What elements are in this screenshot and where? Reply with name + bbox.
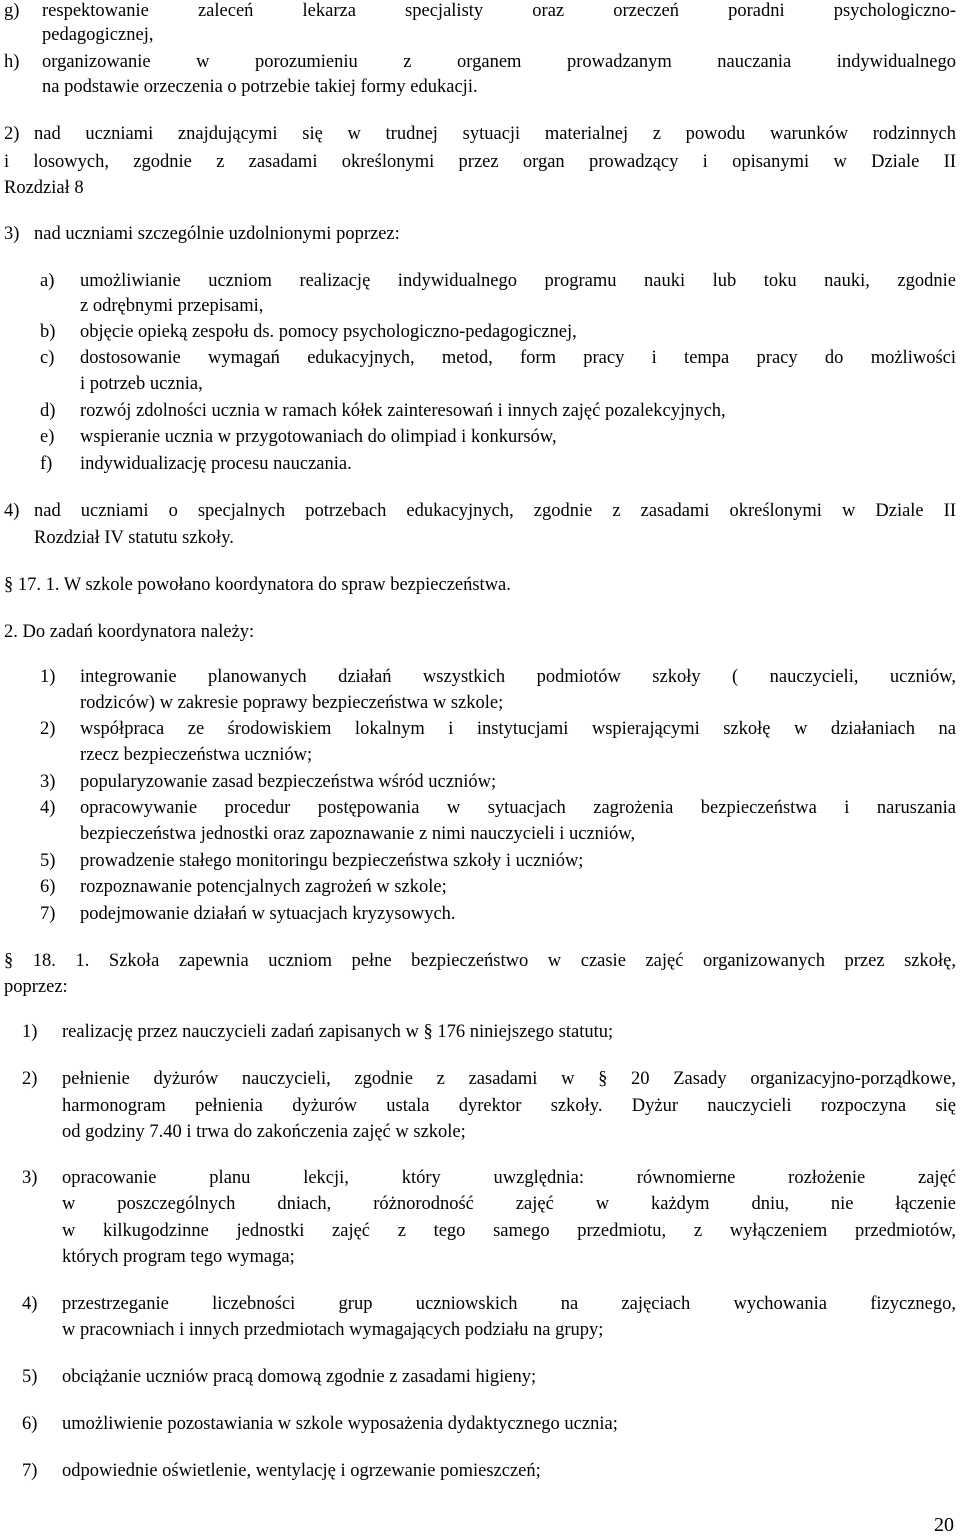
text-line: i potrzeb ucznia, xyxy=(80,374,203,394)
text-line: rodziców) w zakresie poprawy bezpieczeństwa w szkole; xyxy=(80,693,504,713)
text-line: opracowywanie procedur postępowania w sytuacjach zagrożenia bezpieczeństwa i naruszania xyxy=(80,798,956,818)
list-marker: g) xyxy=(4,1,20,21)
text-line: 2. Do zadań koordynatora należy: xyxy=(4,622,255,642)
list-marker: 5) xyxy=(22,1367,38,1387)
list-marker: 1) xyxy=(22,1022,38,1042)
list-marker: 4) xyxy=(4,501,20,521)
text-line: Rozdział 8 xyxy=(4,178,84,198)
list-marker: 3) xyxy=(4,224,20,244)
list-marker: 7) xyxy=(22,1461,38,1481)
list-marker: 1) xyxy=(40,667,56,687)
list-marker: 5) xyxy=(40,851,56,871)
list-marker: 6) xyxy=(22,1414,38,1434)
text-line: bezpieczeństwa jednostki oraz zapoznawanie z nimi nauczycieli i uczniów, xyxy=(80,824,636,844)
list-marker: e) xyxy=(40,427,55,447)
text-line: rzecz bezpieczeństwa uczniów; xyxy=(80,745,313,765)
list-marker: 2) xyxy=(40,719,56,739)
text-line: indywidualizację procesu nauczania. xyxy=(80,454,352,474)
text-line: organizowanie w porozumieniu z organem prowadzanym nauczania indywidualnego xyxy=(42,52,956,72)
text-line: rozpoznawanie potencjalnych zagrożeń w szkole; xyxy=(80,877,447,897)
text-line: z odrębnymi przepisami, xyxy=(80,296,264,316)
text-line: realizację przez nauczycieli zadań zapisanych w § 176 niniejszego statutu; xyxy=(62,1022,614,1042)
text-line: harmonogram pełnienia dyżurów ustala dyrektor szkoły. Dyżur nauczycieli rozpoczyna się xyxy=(62,1096,956,1116)
list-marker: 2) xyxy=(22,1069,38,1089)
text-line: na podstawie orzeczenia o potrzebie takiej formy edukacji. xyxy=(42,77,478,97)
text-line: prowadzenie stałego monitoringu bezpieczeństwa szkoły i uczniów; xyxy=(80,851,584,871)
list-marker: b) xyxy=(40,322,56,342)
list-marker: h) xyxy=(4,52,20,72)
text-line: w kilkugodzinne jednostki zajęć z tego samego przedmiotu, z wyłączeniem przedmiotów, xyxy=(62,1221,956,1241)
list-marker: 4) xyxy=(40,798,56,818)
text-line: nad uczniami szczególnie uzdolnionymi poprzez: xyxy=(34,224,400,244)
page-number: 20 xyxy=(934,1514,954,1536)
text-line: rozwój zdolności ucznia w ramach kółek zainteresowań i innych zajęć pozalekcyjnych, xyxy=(80,401,726,421)
text-line: opracowanie planu lekcji, który uwzględnia: równomierne rozłożenie zajęć xyxy=(62,1168,956,1188)
text-line: umożliwienie pozostawiania w szkole wyposażenia dydaktycznego ucznia; xyxy=(62,1414,618,1434)
text-line: respektowanie zaleceń lekarza specjalisty oraz orzeczeń poradni psychologiczno- xyxy=(42,1,956,21)
text-line: § 18. 1. Szkoła zapewnia uczniom pełne bezpieczeństwo w czasie zajęć organizowanych przez szkołę, xyxy=(4,951,956,971)
text-line: objęcie opieką zespołu ds. pomocy psychologiczno-pedagogicznej, xyxy=(80,322,577,342)
list-marker: d) xyxy=(40,401,56,421)
text-line: obciążanie uczniów pracą domową zgodnie z zasadami higieny; xyxy=(62,1367,537,1387)
list-marker: 3) xyxy=(40,772,56,792)
list-marker: 3) xyxy=(22,1168,38,1188)
list-marker: f) xyxy=(40,454,53,474)
text-line: integrowanie planowanych działań wszystkich podmiotów szkoły ( nauczycieli, uczniów, xyxy=(80,667,956,687)
text-line: odpowiednie oświetlenie, wentylację i ogrzewanie pomieszczeń; xyxy=(62,1461,541,1481)
text-line: w poszczególnych dniach, różnorodność zajęć w każdym dniu, nie łączenie xyxy=(62,1194,956,1214)
list-marker: a) xyxy=(40,271,55,291)
text-line: nad uczniami o specjalnych potrzebach edukacyjnych, zgodnie z zasadami określonymi w Dziale II xyxy=(34,501,956,521)
text-line: popularyzowanie zasad bezpieczeństwa wśród uczniów; xyxy=(80,772,497,792)
text-line: Rozdział IV statutu szkoły. xyxy=(34,528,234,548)
list-marker: 2) xyxy=(4,124,20,144)
text-line: wspieranie ucznia w przygotowaniach do olimpiad i konkursów, xyxy=(80,427,557,447)
text-line: dostosowanie wymagań edukacyjnych, metod, form pracy i tempa pracy do możliwości xyxy=(80,348,956,368)
text-line: i losowych, zgodnie z zasadami określonymi przez organ prowadzący i opisanymi w Dziale II xyxy=(4,152,956,172)
text-line: współpraca ze środowiskiem lokalnym i instytucjami wspierającymi szkołę w działaniach na xyxy=(80,719,956,739)
text-line: od godziny 7.40 i trwa do zakończenia zajęć w szkole; xyxy=(62,1122,466,1142)
text-line: nad uczniami znajdującymi się w trudnej sytuacji materialnej z powodu warunków rodzinnych xyxy=(34,124,956,144)
text-line: poprzez: xyxy=(4,977,68,997)
list-marker: 4) xyxy=(22,1294,38,1314)
text-line: § 17. 1. W szkole powołano koordynatora do spraw bezpieczeństwa. xyxy=(4,575,511,595)
text-line: umożliwianie uczniom realizację indywidualnego programu nauki lub toku nauki, zgodnie xyxy=(80,271,956,291)
text-line: pedagogicznej, xyxy=(42,25,154,45)
text-line: podejmowanie działań w sytuacjach kryzysowych. xyxy=(80,904,456,924)
text-line: których program tego wymaga; xyxy=(62,1247,295,1267)
list-marker: c) xyxy=(40,348,55,368)
text-line: przestrzeganie liczebności grup uczniowskich na zajęciach wychowania fizycznego, xyxy=(62,1294,956,1314)
text-line: pełnienie dyżurów nauczycieli, zgodnie z zasadami w § 20 Zasady organizacyjno-porządkowe, xyxy=(62,1069,956,1089)
text-line: w pracowniach i innych przedmiotach wymagających podziału na grupy; xyxy=(62,1320,604,1340)
list-marker: 7) xyxy=(40,904,56,924)
list-marker: 6) xyxy=(40,877,56,897)
